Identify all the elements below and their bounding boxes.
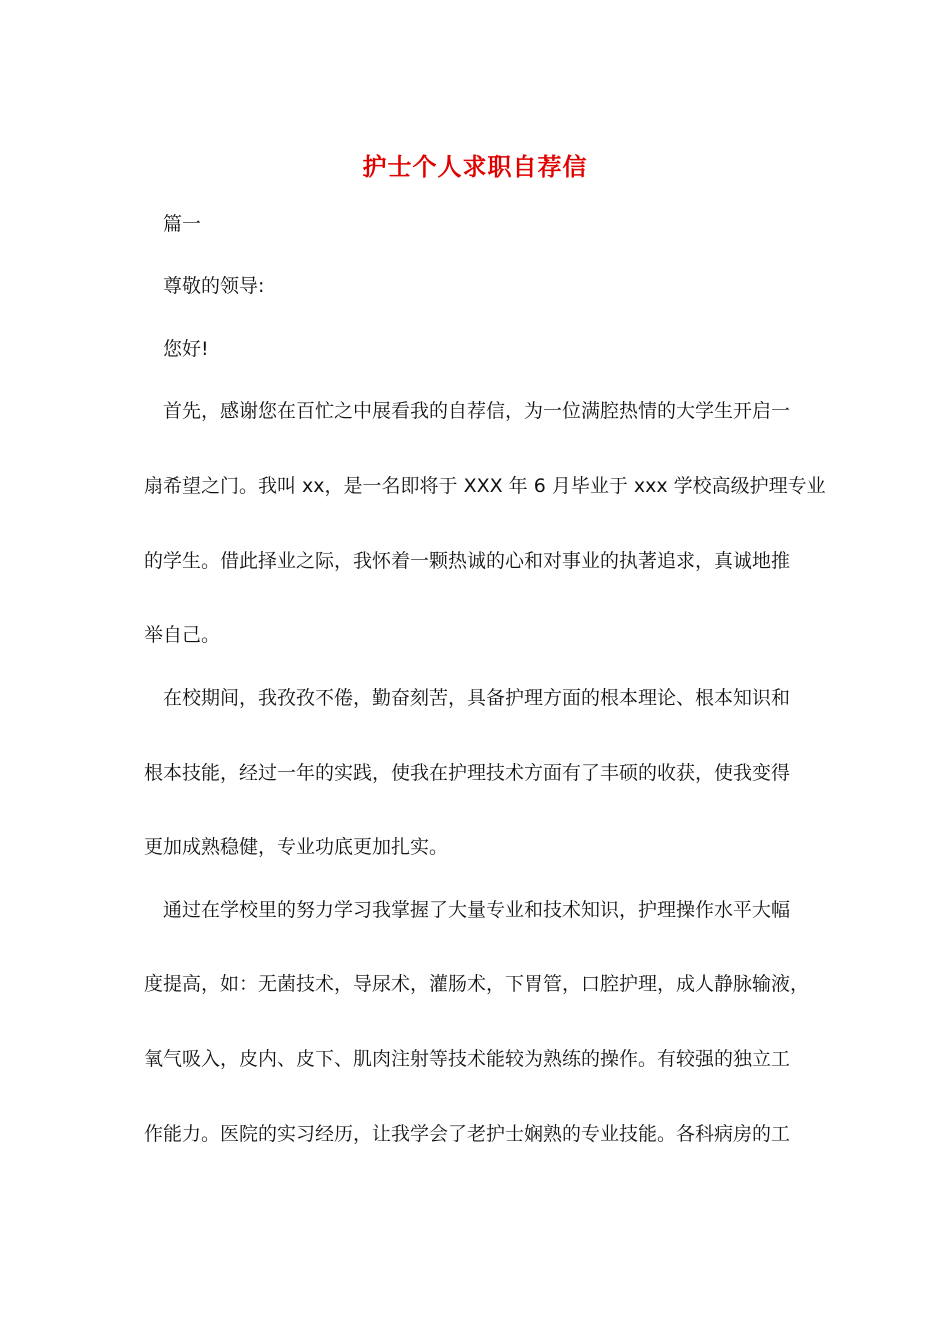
paragraph-line: 通过在学校里的努力学习我掌握了大量专业和技术知识，护理操作水平大幅 <box>163 899 791 921</box>
section-heading: 篇一 <box>163 213 202 235</box>
paragraph-line: 首先，感谢您在百忙之中展看我的自荐信，为一位满腔热情的大学生开启一 <box>163 400 791 422</box>
paragraph-line: 举自己。 <box>144 624 221 646</box>
paragraph-line: 扇希望之门。我叫 xx，是一名即将于 XXX 年 6 月毕业于 xxx 学校高级护理专业 <box>144 475 826 497</box>
document-title: 护士个人求职自荐信 <box>362 152 588 181</box>
greeting: 您好! <box>163 338 209 360</box>
paragraph-line: 作能力。医院的实习经历，让我学会了老护士娴熟的专业技能。各科病房的工 <box>144 1123 791 1145</box>
paragraph-line: 更加成熟稳健，专业功底更加扎实。 <box>144 836 449 858</box>
paragraph-line: 在校期间，我孜孜不倦，勤奋刻苦，具备护理方面的根本理论、根本知识和 <box>163 687 791 709</box>
salutation: 尊敬的领导: <box>163 275 265 297</box>
paragraph-line: 根本技能，经过一年的实践，使我在护理技术方面有了丰硕的收获，使我变得 <box>144 762 791 784</box>
paragraph-line: 的学生。借此择业之际，我怀着一颗热诚的心和对事业的执著追求，真诚地推 <box>144 550 791 572</box>
paragraph-line: 度提高，如：无菌技术，导尿术，灌肠术，下胃管，口腔护理，成人静脉输液， <box>144 973 810 995</box>
paragraph-line: 氧气吸入，皮内、皮下、肌肉注射等技术能较为熟练的操作。有较强的独立工 <box>144 1048 791 1070</box>
